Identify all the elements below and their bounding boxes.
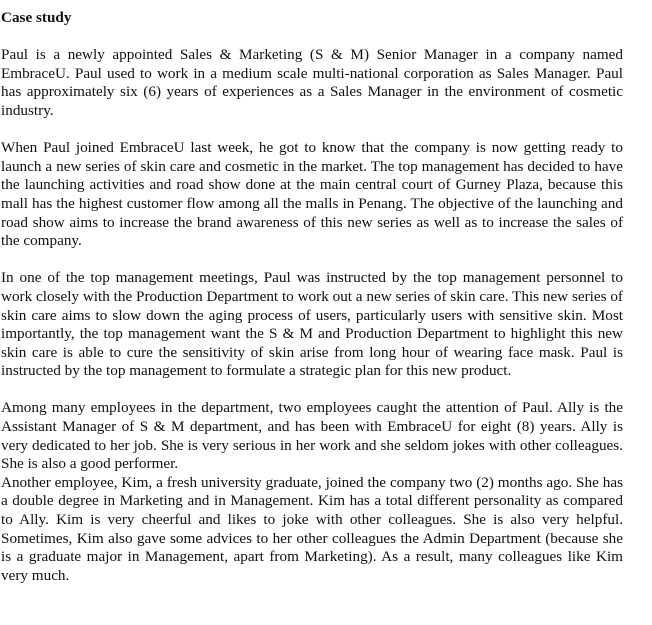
paragraph-paul-background: Paul is a newly appointed Sales & Marketing (S & M) Senior Manager in a company named EmbraceU. Paul used to work in a medium scale multi-national corporation as Sales Manager. Paul has approximately six (6) years of experiences as a Sales Manager in the environment of cosmetic industry. — [1, 46, 623, 119]
paragraph-kim: Another employee, Kim, a fresh university graduate, joined the company two (2) months ago. She has a double degree in Marketing and in Management. Kim has a total different personality as compared to Ally. Kim is very cheerful and likes to joke with other colleagues. She is also very helpful. Sometimes, Kim also gave some advices to her other colleagues the Admin Department (because she is a graduate major in Management, apart from Marketing). As a result, many colleagues like Kim very much. — [1, 473, 623, 584]
document-body — [1, 9, 623, 585]
paragraph-ally: Among many employees in the department, two employees caught the attention of Paul. Ally is the Assistant Manager of S & M department, and has been with EmbraceU for eight (8) years. Ally is very dedicated to her job. She is very serious in her work and she seldom jokes with other colleagues. She is also a good performer. — [1, 399, 623, 473]
paragraph-launch-plan: When Paul joined EmbraceU last week, he got to know that the company is now getting ready to launch a new series of skin care and cosmetic in the market. The top management has decided to have the launching activities and road show done at the main central court of Gurney Plaza, because this mall has the highest customer flow among all the malls in Penang. The objective of the launching and road show aims to increase the brand awareness of this new series as well as to increase the sales of the company. — [1, 139, 623, 250]
case-study-heading: Case study — [1, 9, 72, 26]
paragraph-skin-care-series: In one of the top management meetings, Paul was instructed by the top management personnel to work closely with the Production Department to work out a new series of skin care. This new series of skin care aims to slow down the aging process of users, particularly users with sensitive skin. Most importantly, the top management want the S & M and Production Department to highlight this new skin care is able to cure the sensitivity of skin arise from long hour of wearing face mask. Paul is instructed by the top management to formulate a strategic plan for this new product. — [1, 269, 623, 380]
